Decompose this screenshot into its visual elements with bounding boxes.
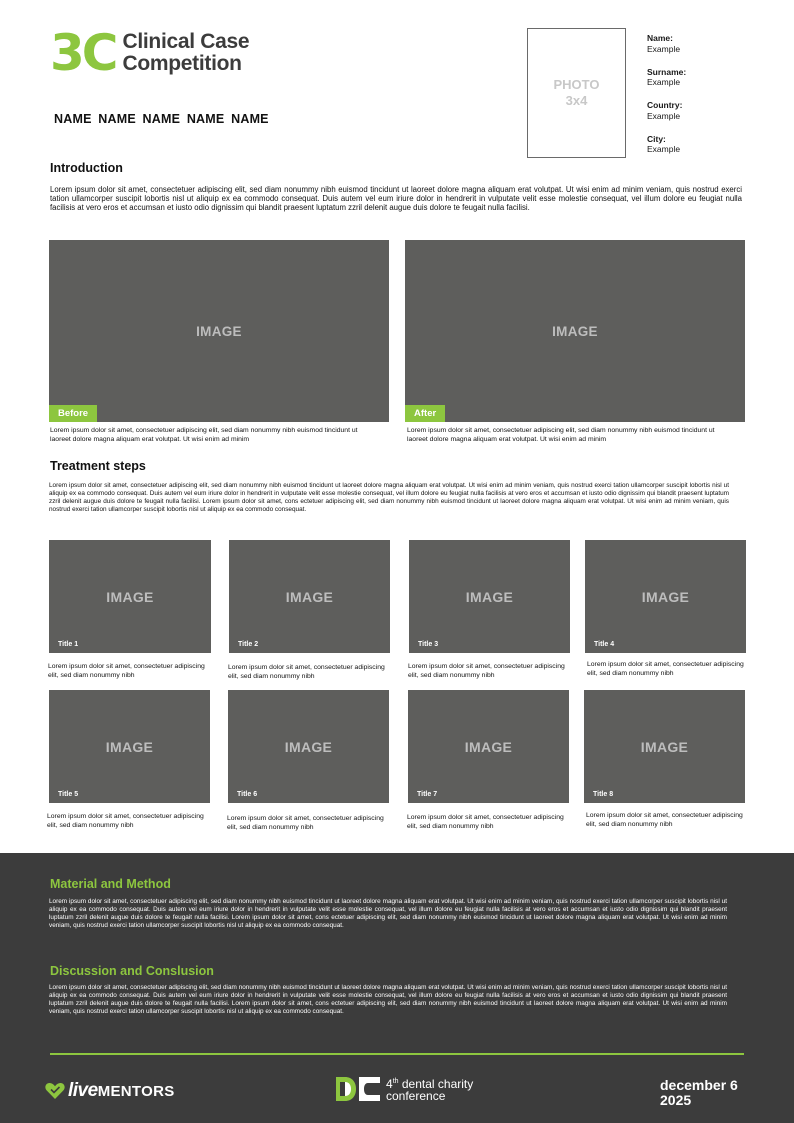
info-name [647,33,767,67]
material-heading: Material and Method [50,877,171,891]
logo-line-2: Competition [122,52,242,75]
logo-mark: 3C [50,24,116,82]
image-placeholder-label: IMAGE [465,588,514,605]
material-text: Lorem ipsum dolor sit amet, consectetuer adipiscing elit, sed diam nonummy nibh euismod tincidunt ut laoreet dolore magna aliquam erat volutpat. Ut wisi enim ad minim veniam, quis nostrud exerci tation ullamcorper suscipit lobortis nisl ut aliquip ex ea commodo consequat. Duis autem vel eum iriure dolor in hendrerit in vulputate velit esse molestie consequat, vel illum dolore eu feugiat nulla facilisis at vero eros et accumsan et iusto odio dignissim qui blandit praesent luptatum zzril delenit augue duis dolore te feugait nulla facilisi. Lorem ipsum dolor sit amet, cons ectetuer adipiscing elit, sed diam nonummy nibh euismod tincidunt ut laoreet dolore magna aliquam erat volutpat. Ut wisi enim ad minim veniam, quis nostrud exerci tation ullamcorper suscipit lobortis nisl ut aliquip ex ea commodo consequat. [49,898,727,929]
step-caption: Lorem ipsum dolor sit amet, consectetuer adipiscing elit, sed diam nonummy nibh [228,664,385,680]
introduction-heading: Introduction [50,161,123,175]
logo-text [122,31,249,75]
image-placeholder-label: IMAGE [464,738,513,755]
info-label: City: [647,133,666,144]
logo-line-1: Clinical Case [122,30,250,53]
step-caption: Lorem ipsum dolor sit amet, consectetuer adipiscing elit, sed diam nonummy nibh [48,663,205,679]
dental-charity-text [386,1076,473,1102]
dc-logo-icon [336,1077,380,1101]
heart-icon [45,1082,65,1100]
info-value: Example [647,144,681,154]
dc-title: dental charity [398,1077,474,1091]
treatment-heading: Treatment steps [50,459,146,473]
info-city [647,134,767,168]
info-label: Surname: [647,66,687,77]
step-caption: Lorem ipsum dolor sit amet, consectetuer adipiscing elit, sed diam nonummy nibh [586,812,743,828]
introduction-text: Lorem ipsum dolor sit amet, consectetuer adipiscing elit, sed diam nonummy nibh euismod tincidunt ut laoreet dolore magna aliquam erat volutpat. Ut wisi enim ad minim veniam, quis nostrud exerci tation ullamcorper suscipit lobortis nisl ut aliquip ex ea commodo consequat. Duis autem vel eum iriure dolor in hendrerit in vulputate velit esse molestie consequat, vel illum dolore eu feugiat nulla facilisis at vero eros et accumsan et iusto odio dignissim qui blandit praesent luptatum zzril delenit augue duis dolore te feugait nulla facilisi. [50,185,742,213]
participant-name-title: NAME NAME NAME NAME NAME [54,112,269,126]
after-tag: After [405,405,445,422]
treatment-text: Lorem ipsum dolor sit amet, consectetuer adipiscing elit, sed diam nonummy nibh euismod tincidunt ut laoreet dolore magna aliquam erat volutpat. Ut wisi enim ad minim veniam, quis nostrud exerci tation ullamcorper suscipit lobortis nisl ut aliquip ex ea commodo consequat. Duis autem vel eum iriure dolor in hendrerit in vulputate velit esse molestie consequat, vel illum dolore eu feugiat nulla facilisis at vero eros et accumsan et iusto odio dignissim qui blandit praesent luptatum zzril delenit augue duis dolore te feugait nulla facilisi. Lorem ipsum dolor sit amet, cons ectetuer adipiscing elit, sed diam nonummy nibh euismod tincidunt ut laoreet dolore magna aliquam erat volutpat. Ut wisi enim ad minim veniam, quis nostrud exerci tation ullamcorper suscipit lobortis nisl ut aliquip ex ea commodo consequat. [49,482,729,513]
image-placeholder-label: IMAGE [284,738,333,755]
step-image [409,540,570,653]
after-image [405,240,745,422]
step-caption: Lorem ipsum dolor sit amet, consectetuer adipiscing elit, sed diam nonummy nibh [408,663,565,679]
dc-line-2: conference [386,1089,446,1103]
step-image [49,690,210,803]
step-image [584,690,745,803]
step-title: Title 3 [418,641,439,648]
photo-size-label: 3x4 [565,93,588,108]
step-image [49,540,211,653]
step-title: Title 1 [58,641,79,648]
info-value: Example [647,77,681,87]
livementors-live-text: live [68,1080,98,1101]
info-surname [647,67,767,101]
livementors-logo [45,1080,175,1102]
image-placeholder-label: IMAGE [641,588,690,605]
before-caption: Lorem ipsum dolor sit amet, consectetuer adipiscing elit, sed diam nonummy nibh euismod tincidunt ut laoreet dolore magna aliquam erat volutpat. Ut wisi enim ad minim [50,427,358,443]
photo-placeholder [527,28,626,158]
info-label: Country: [647,100,683,110]
discussion-text: Lorem ipsum dolor sit amet, consectetuer adipiscing elit, sed diam nonummy nibh euismod tincidunt ut laoreet dolore magna aliquam erat volutpat. Ut wisi enim ad minim veniam, quis nostrud exerci tation ullamcorper suscipit lobortis nisl ut aliquip ex ea commodo consequat. Duis autem vel eum iriure dolor in hendrerit in vulputate velit esse molestie consequat, vel illum dolore eu feugiat nulla facilisis at vero eros et accumsan et iusto odio dignissim qui blandit praesent luptatum zzril delenit augue duis dolore te feugait nulla facilisi. Lorem ipsum dolor sit amet, cons ectetuer adipiscing elit, sed diam nonummy nibh euismod tincidunt ut laoreet dolore magna aliquam erat volutpat. Ut wisi enim ad minim veniam, quis nostrud exerci tation ullamcorper suscipit lobortis nisl ut aliquip ex ea commodo consequat. [49,984,727,1015]
event-date-day: december 6 [660,1077,738,1093]
step-image [229,540,390,653]
dc-ordinal-suffix: th [392,1078,399,1085]
image-placeholder-label: IMAGE [106,588,154,605]
step-title: Title 2 [238,641,259,648]
step-caption: Lorem ipsum dolor sit amet, consectetuer adipiscing elit, sed diam nonummy nibh [227,815,384,831]
livementors-mentors-text: MENTORS [97,1082,175,1100]
step-title: Title 5 [58,791,79,798]
event-date-year: 2025 [660,1092,692,1108]
footer-divider [50,1053,744,1055]
dc-ordinal: 4 [386,1077,393,1091]
step-image [228,690,389,803]
step-title: Title 8 [593,791,614,798]
after-caption: Lorem ipsum dolor sit amet, consectetuer adipiscing elit, sed diam nonummy nibh euismod tincidunt ut laoreet dolore magna aliquam erat volutpat. Ut wisi enim ad minim [407,427,715,443]
step-title: Title 7 [417,791,438,798]
info-value: Example [647,110,681,121]
step-title: Title 6 [237,791,258,798]
image-placeholder-label: IMAGE [640,738,689,755]
step-caption: Lorem ipsum dolor sit amet, consectetuer adipiscing elit, sed diam nonummy nibh [407,814,564,830]
dental-charity-logo [336,1076,473,1102]
step-title: Title 4 [594,641,615,648]
info-country [647,100,767,134]
discussion-heading: Discussion and Conslusion [50,964,214,978]
competition-logo [50,24,250,82]
step-image [408,690,569,803]
before-tag: Before [49,405,97,422]
image-placeholder-label: IMAGE [552,323,598,339]
image-placeholder-label: IMAGE [105,738,154,755]
footer-panel [0,853,794,1123]
before-image [49,240,389,422]
participant-info [647,33,767,167]
step-image [585,540,746,653]
event-date [660,1078,738,1108]
step-caption: Lorem ipsum dolor sit amet, consectetuer adipiscing elit, sed diam nonummy nibh [587,661,744,677]
info-value: Example [647,43,681,54]
step-caption: Lorem ipsum dolor sit amet, consectetuer adipiscing elit, sed diam nonummy nibh [47,813,204,829]
info-label: Name: [647,33,673,43]
image-placeholder-label: IMAGE [285,588,334,605]
image-placeholder-label: IMAGE [196,323,242,339]
photo-label: PHOTO [553,77,600,92]
dc-line-1 [386,1076,473,1090]
